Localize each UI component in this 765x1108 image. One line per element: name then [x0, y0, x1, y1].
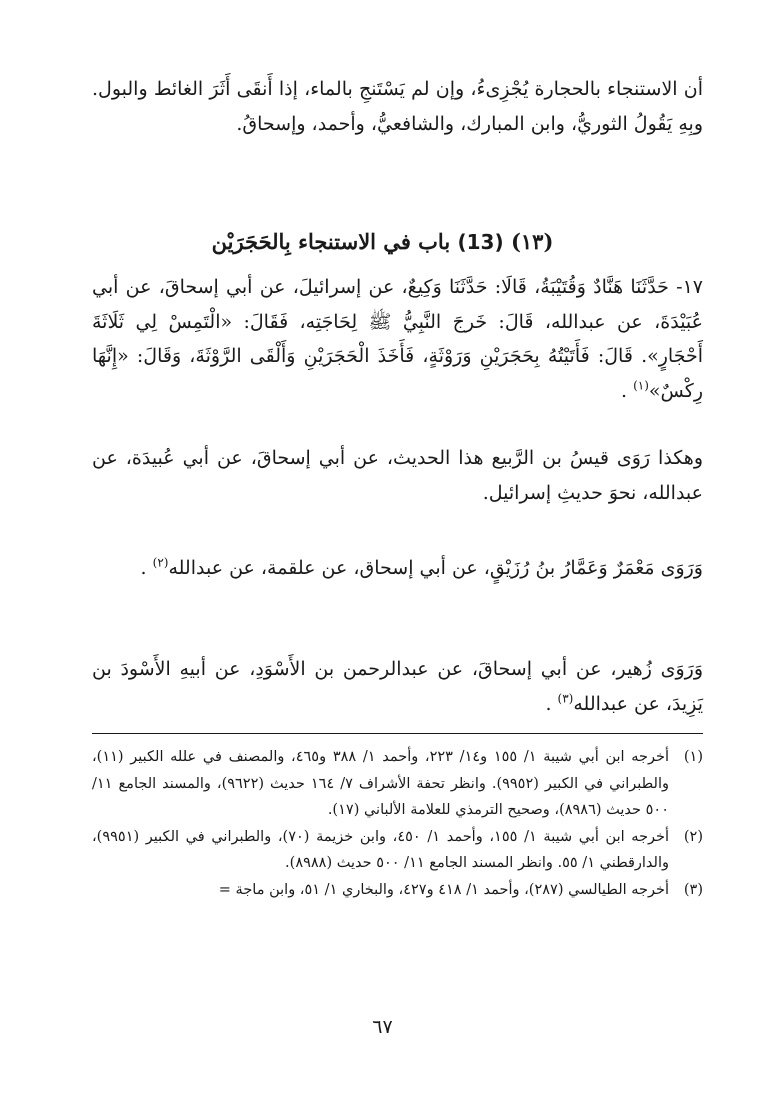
chapter-number-latin: (13)	[457, 230, 504, 254]
chapter-title: باب في الاستنجاء بِالحَجَرَيْن	[211, 229, 451, 254]
narration-zuhayr-body	[92, 652, 703, 721]
narration-mamar-text: وَرَوَى مَعْمَرٌ وَعَمَّارُ بنُ رُزَيْقٍ، عن أبي إسحاق، عن علقمة، عن عبدالله	[168, 557, 703, 579]
footnote-3	[92, 877, 703, 904]
footnote-1-number: (١)	[683, 749, 703, 765]
footnote-1	[92, 744, 703, 824]
chapter-heading	[60, 224, 705, 260]
footnotes	[92, 744, 703, 903]
hadith-paragraph	[92, 270, 703, 408]
footnote-2-number: (٢)	[683, 828, 703, 845]
narration-paragraph-zuhayr	[92, 652, 703, 721]
footnote-2-text: أخرجه ابن أبي شيبة ١/ ١٥٥، وأحمد ١/ ٤٥٠، وابن خزيمة (٧٠)، والطبراني في الكبير (٩٩٥١)، والدارقطني ١/ ٥٥. وانظر المسند الجامع ١١/ ٥٠٠ حديث (٨٩٨٨).	[92, 828, 670, 871]
narration-zuhayr-text: وَرَوَى زُهير، عن أبي إسحاقَ، عن عبدالرحمن بن الأَسْوَدِ، عن أبيهِ الأَسْودَ بن يَزِيدَ، عن عبدالله	[92, 658, 703, 715]
footnote-3-text: أخرجه الطيالسي (٢٨٧)، وأحمد ١/ ٤١٨ و٤٢٧، والبخاري ١/ ٥١، وابن ماجة =	[218, 881, 669, 898]
footnote-ref-3: (٣)	[557, 691, 574, 706]
narration-zuhayr-tail: .	[545, 692, 558, 715]
opening-paragraph	[92, 72, 703, 141]
opening-paragraph-text: أن الاستنجاء بالحجارة يُجْزِىءُ، وإن لم يَسْتَنجِ بالماء، إذا أَنقَى أَثَرَ الغائط والبول. وبِهِ يَقُولُ الثوريُّ، وابن المبارك، والشافعيُّ، وأحمد، وإسحاقُ.	[92, 78, 703, 135]
hadith-text: ١٧- حَدَّثَنَا هَنَّادٌ وَقُتَيْبَةُ، قَالَا: حَدَّثَنَا وَكِيعٌ، عن إسرائيلَ، عن أبي إسحاقَ، عن أبي عُبَيْدَةَ، عن عبدالله، قَالَ: خَرجَ النَّبِيُّ ﷺ لِحَاجَتِه، فَقَالَ: «الْتَمِسْ لِي ثَلَاثَةَ أَحْجَارٍ». قَالَ: فَأَتَيْتُهُ بِحَجَرَيْنِ وَرَوْثَةٍ، فَأَخَذَ الْحَجَرَيْنِ وَأَلْقَى الرَّوْثَةَ، وَقَالَ: «إِنَّهَا رِكْسٌ»	[92, 276, 703, 402]
footnote-2	[92, 824, 703, 877]
footnote-1-text: أخرجه ابن أبي شيبة ١/ ١٥٥ و١٤/ ٢٢٣، وأحمد ١/ ٣٨٨ و٤٦٥، والمصنف في علله الكبير (١١)، والطبراني في الكبير (٩٩٥٢). وانظر تحفة الأشراف ٧/ ١٦٤ حديث (٩٦٢٢)، والمسند الجامع ١١/ ٥٠٠ حديث (٨٩٨٦)، وصحيح الترمذي للعلامة الألباني (١٧).	[92, 749, 669, 818]
footnote-3-number: (٣)	[683, 881, 703, 898]
hadith-paragraph-body	[92, 270, 703, 408]
narration-paragraph-mamar	[92, 551, 703, 586]
footnote-ref-1: (١)	[633, 378, 649, 393]
narration-paragraph-qays	[92, 441, 703, 510]
page-number: ٦٧	[372, 1016, 393, 1038]
narration-mamar-tail: .	[140, 557, 153, 579]
hadith-tail: .	[621, 379, 634, 402]
narration-qays-text: وهكذا رَوَى قيسُ بن الرَّبيع هذا الحديث، عن أبي إسحاقَ، عن أبي عُبيدَة، عن عبدالله، نحوَ حديثِ إسرائيل.	[92, 447, 703, 504]
narration-mamar-body	[92, 551, 703, 586]
chapter-number-arabic: (١٣)	[510, 229, 554, 254]
footnote-ref-2: (٢)	[152, 555, 169, 570]
footnote-divider	[92, 733, 703, 734]
